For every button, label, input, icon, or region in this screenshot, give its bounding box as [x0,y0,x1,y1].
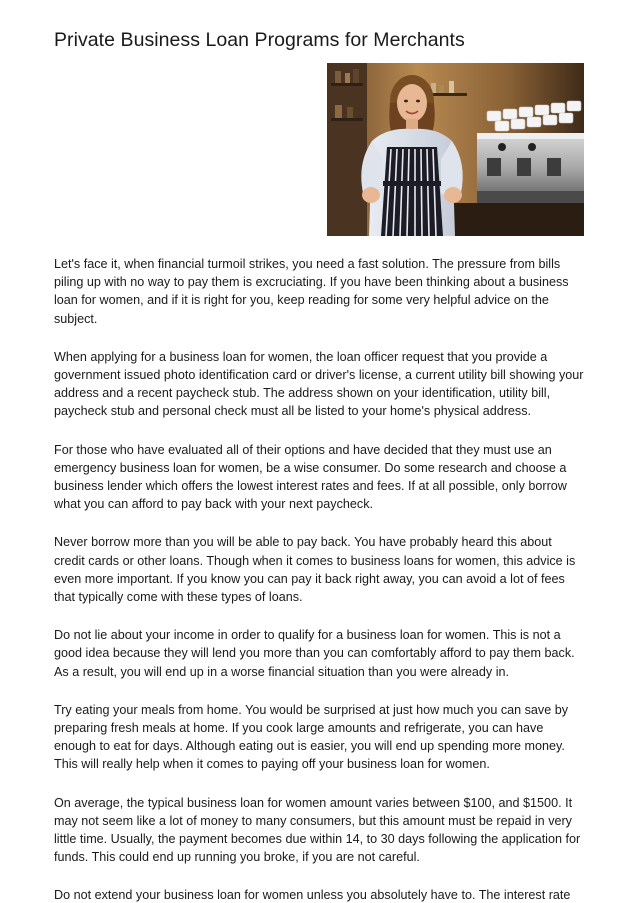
paragraph: Let's face it, when financial turmoil strikes, you need a fast solution. The pressure from bills piling up with no way to pay them is excruciating. If you have been thinking about a business loan for women, and if it is right for you, keep reading for some very helpful advice on the subject. [54,257,569,326]
paragraph: On average, the typical business loan for women amount varies between $100, and $1500. It may not seem like a lot of money to many consumers, but this amount must be repaid in very little time. Usually, the payment becomes due within 14, to 30 days following the application for funds. This could end up running you broke, if you are not careful. [54,795,581,865]
paragraph: Try eating your meals from home. You would be surprised at just how much you can save by preparing fresh meals at home. If you cook large amounts and refrigerate, you can have enough to eat for days. Although eating out is easier, you will end up spending more money. This will really help when it comes to paying off your business loan for women. [54,702,569,772]
paragraph: Never borrow more than you will be able to pay back. You have probably heard this about credit cards or other loans. Though when it comes to business loans for women, this advice is even more important. If you know you can pay it back right away, you can avoid a lot of fees that typically come with these types of loans. [54,535,576,605]
document-title: Private Business Loan Programs for Merchants [54,29,465,51]
cafe-owner-photo [327,63,584,236]
paragraph: When applying for a business loan for women, the loan officer request that you provide a government issued photo identification card or driver's license, a current utility bill showing your address and a recent paycheck stub. The address shown on your identification, utility bill, paycheck stub and personal check must all be listed to your home's physical address. [54,349,584,419]
document-body [54,255,585,903]
paragraph: For those who have evaluated all of their options and have decided that they must use an emergency business loan for women, be a wise consumer. Do some research and choose a business lender which offers the lowest interest rates and fees. If at all possible, only borrow what you can afford to pay back with your next paycheck. [54,442,567,512]
paragraph: Do not lie about your income in order to qualify for a business loan for women. This is not a good idea because they will lend you more than you can comfortably afford to pay them back. As a result, you will end up in a worse financial situation than you were already in. [54,628,575,679]
paragraph: Do not extend your business loan for women unless you absolutely have to. The interest rate [54,888,571,903]
